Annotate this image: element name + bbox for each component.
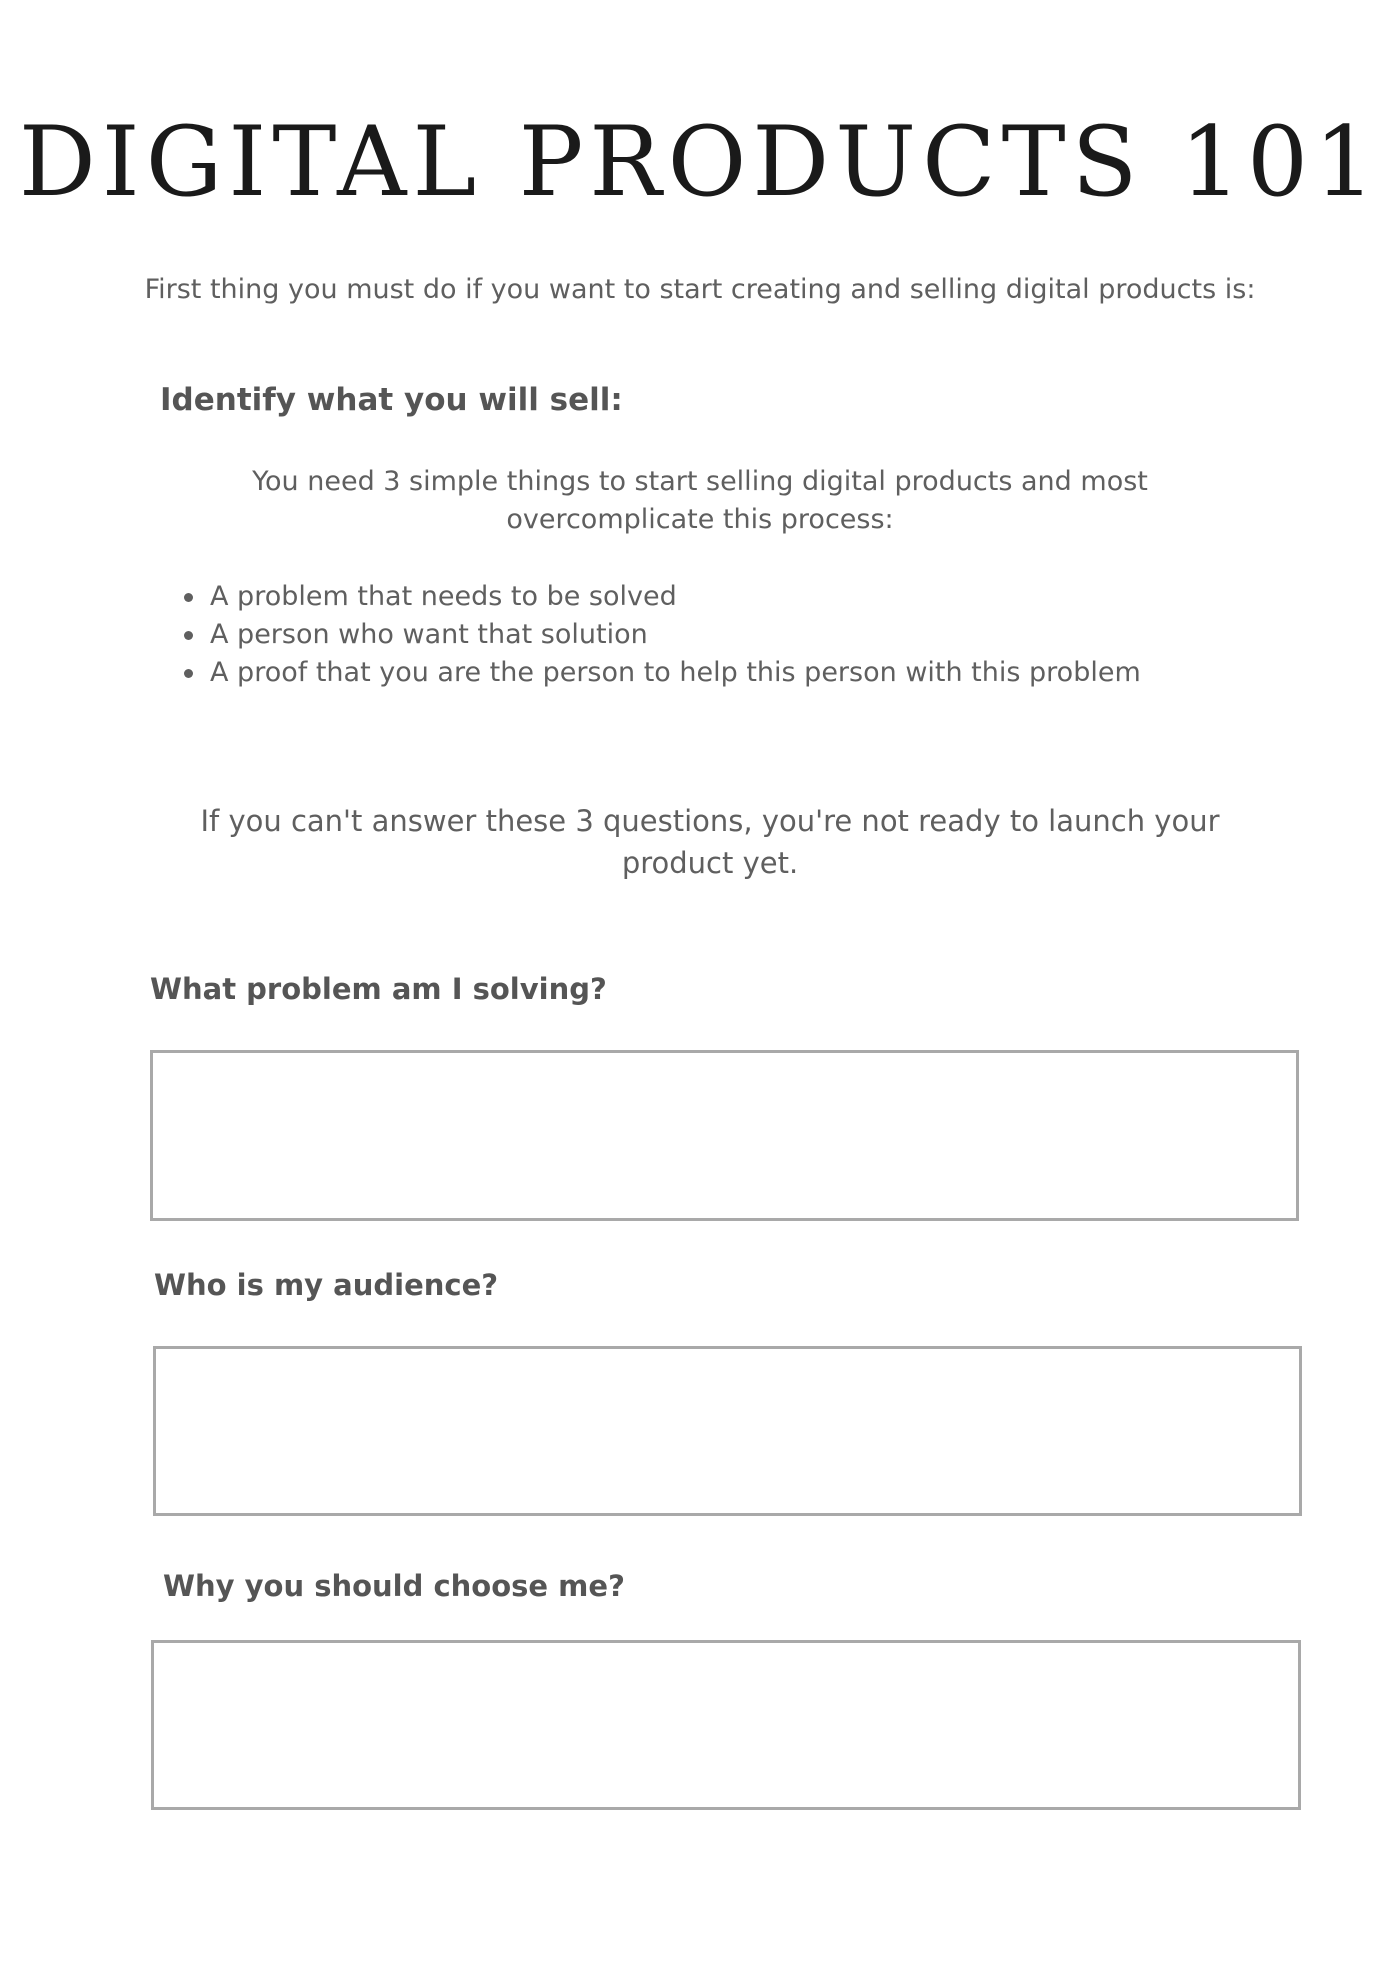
list-item: [210, 578, 1141, 616]
warning-line-1: If you can't answer these 3 questions, you're not ready to launch your: [200, 804, 1220, 838]
section-body-line-1: You need 3 simple things to start selling digital products and most: [252, 466, 1148, 497]
bullet-icon: [184, 669, 193, 678]
bullet-icon: [184, 631, 193, 640]
list-item-text: A proof that you are the person to help this person with this problem: [210, 657, 1141, 688]
list-item: [210, 616, 1141, 654]
question-problem-label: What problem am I solving?: [150, 972, 607, 1006]
bullet-icon: [184, 593, 193, 602]
requirements-list: [210, 578, 1141, 692]
answer-box-problem[interactable]: [150, 1050, 1299, 1221]
section-body-line-2: overcomplicate this process:: [506, 504, 894, 535]
answer-box-audience[interactable]: [153, 1346, 1302, 1516]
intro-text: First thing you must do if you want to start creating and selling digital products is:: [144, 274, 1256, 305]
list-item-text: A person who want that solution: [210, 619, 648, 650]
section-heading: Identify what you will sell:: [160, 382, 623, 418]
answer-box-choose-me[interactable]: [151, 1640, 1301, 1810]
list-item: [210, 654, 1141, 692]
warning-line-2: product yet.: [621, 846, 799, 880]
warning-text: [170, 800, 1250, 884]
section-body: [200, 463, 1200, 539]
question-audience-label: Who is my audience?: [154, 1268, 499, 1302]
list-item-text: A problem that needs to be solved: [210, 581, 677, 612]
page-title: DIGITAL PRODUCTS 101: [18, 106, 1382, 218]
question-choose-me-label: Why you should choose me?: [163, 1569, 625, 1603]
